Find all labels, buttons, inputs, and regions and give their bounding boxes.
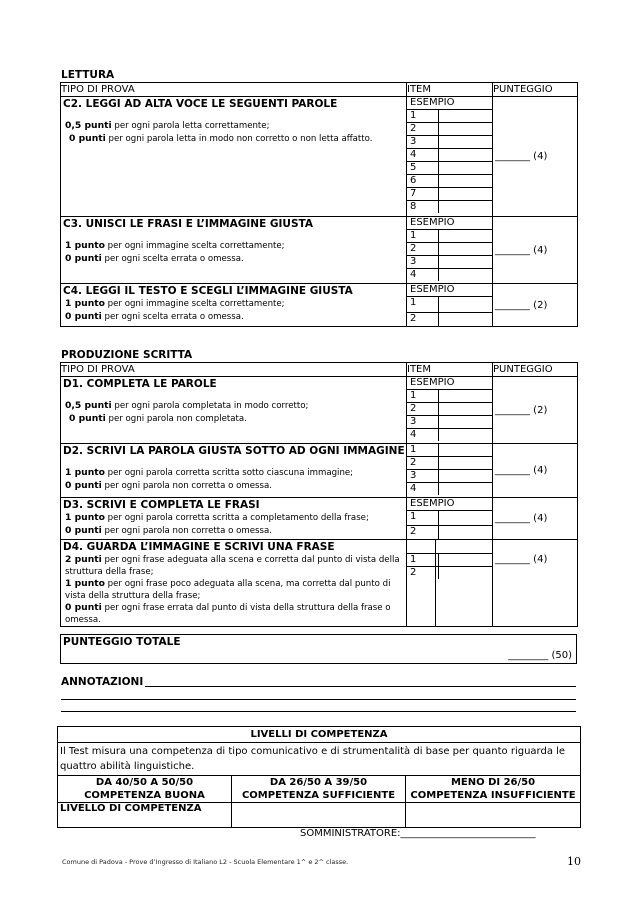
criterion: 2 punti per ogni frase adeguata alla scena e corretta dal punto di vista della struttura della frase; [65, 554, 400, 577]
task-title: C2. LEGGI AD ALTA VOCE LE SEGUENTI PAROLE [63, 98, 338, 110]
task-title: D3. SCRIVI E COMPLETA LE FRASI [63, 499, 260, 511]
criterion: 0,5 punti per ogni parola letta correttamente; [65, 120, 270, 131]
list-item: 1 [407, 297, 439, 313]
list-item: 6 [407, 175, 439, 188]
list-item: ESEMPIO [407, 284, 492, 297]
item-list [407, 444, 493, 498]
answer-box[interactable] [439, 269, 493, 282]
item-list [407, 540, 493, 627]
task-title: D4. GUARDA L’IMMAGINE E SCRIVI UNA FRASE [63, 541, 335, 553]
list-item: 3 [407, 256, 439, 269]
answer-box[interactable] [439, 511, 493, 526]
list-item: 1 [407, 390, 439, 403]
list-item: 7 [407, 188, 439, 201]
list-item: 3 [407, 136, 439, 149]
answer-box[interactable] [439, 416, 493, 429]
list-item: ESEMPIO [407, 217, 492, 230]
livello-box[interactable] [406, 803, 581, 828]
answer-box[interactable] [439, 429, 493, 442]
annotation-line[interactable] [61, 699, 576, 700]
totale-label: PUNTEGGIO TOTALE [63, 636, 181, 648]
answer-box[interactable] [439, 457, 493, 470]
list-item: 4 [410, 429, 417, 440]
livello-row-label: LIVELLO DI COMPETENZA [58, 803, 232, 828]
list-item: 4 [410, 269, 417, 280]
list-item: 2 [410, 567, 417, 578]
livelli-title: LIVELLI DI COMPETENZA [58, 727, 581, 743]
item-list [407, 284, 493, 327]
item-list [407, 377, 493, 444]
header-item: ITEM [407, 363, 493, 377]
totale-table [60, 634, 577, 664]
score-c3: _______ (4) [493, 217, 578, 284]
item-list [407, 498, 493, 540]
produzione-table [60, 362, 578, 627]
answer-box[interactable] [439, 110, 493, 123]
somministratore-field[interactable]: SOMMINISTRATORE:___________________________ [300, 828, 536, 839]
header-item: ITEM [407, 83, 493, 97]
answer-box[interactable] [439, 243, 493, 256]
header-tipo: TIPO DI PROVA [61, 363, 407, 377]
livelli-table [57, 726, 581, 828]
answer-box[interactable] [439, 136, 493, 149]
list-item: 4 [407, 149, 439, 162]
criterion: 0 punti per ogni parola non corretta o omessa. [65, 524, 272, 536]
answer-box[interactable] [439, 526, 493, 540]
criterion: 1 punto per ogni immagine scelta correttamente; [65, 240, 285, 251]
list-item: 8 [410, 201, 417, 212]
annotation-line[interactable] [61, 711, 576, 712]
section-title-produzione: PRODUZIONE SCRITTA [61, 349, 193, 361]
criterion: 0,5 punti per ogni parola completata in modo corretto; [65, 400, 309, 411]
answer-box[interactable] [439, 230, 493, 243]
lettura-table [60, 82, 578, 327]
list-item: 2 [407, 123, 439, 136]
list-item: 1 [407, 110, 439, 123]
list-item: 2 [407, 243, 439, 256]
answer-box[interactable] [439, 123, 493, 136]
criterion: 1 punto per ogni parola corretta scritta sotto ciascuna immagine; [65, 467, 354, 478]
totale-score: ________ (50) [508, 650, 572, 661]
answer-box[interactable] [439, 403, 493, 416]
header-punteggio: PUNTEGGIO [493, 83, 578, 97]
answer-box[interactable] [439, 256, 493, 269]
task-c2 [61, 97, 407, 217]
list-item: ESEMPIO [407, 97, 492, 110]
task-d3 [61, 498, 407, 540]
section-title-lettura: LETTURA [61, 69, 115, 81]
answer-box[interactable] [439, 188, 493, 201]
answer-box[interactable] [439, 470, 493, 483]
answer-box[interactable] [439, 201, 493, 214]
totale-cell [61, 635, 577, 664]
livello-box[interactable] [232, 803, 406, 828]
criterion: 0 punti per ogni frase errata dal punto di vista della struttura della frase o omessa. [65, 602, 391, 625]
list-item: 2 [407, 403, 439, 416]
answer-box[interactable] [439, 444, 493, 457]
list-item: 1 [407, 554, 439, 567]
answer-box[interactable] [439, 313, 493, 327]
task-c3 [61, 217, 407, 284]
list-item: 2 [410, 526, 417, 537]
list-item: 1 [407, 230, 439, 243]
task-c4 [61, 284, 407, 327]
annotazioni-label: ANNOTAZIONI [61, 676, 144, 688]
criterion: 0 punti per ogni scelta errata o omessa. [65, 310, 244, 322]
list-item: 5 [407, 162, 439, 175]
list-item: 4 [410, 483, 417, 494]
livello-sufficiente: DA 26/50 A 39/50 COMPETENZA SUFFICIENTE [232, 776, 406, 803]
answer-box[interactable] [439, 162, 493, 175]
answer-box[interactable] [439, 175, 493, 188]
task-title: D2. SCRIVI LA PAROLA GIUSTA SOTTO AD OGNI IMMAGINE [63, 445, 405, 457]
criterion: 1 punto per ogni immagine scelta correttamente; [65, 298, 285, 309]
answer-box[interactable] [439, 567, 493, 580]
header-tipo: TIPO DI PROVA [61, 83, 407, 97]
criterion: 1 punto per ogni parola corretta scritta a completamento della frase; [65, 512, 369, 523]
list-item: 1 [407, 444, 439, 457]
answer-box[interactable] [439, 554, 493, 567]
item-list [407, 217, 493, 284]
list-item: 2 [407, 457, 439, 470]
livelli-description: Il Test misura una competenza di tipo comunicativo e di strumentalità di base per quanto riguarda le quattro abilità linguistiche. [58, 743, 581, 776]
header-punteggio: PUNTEGGIO [493, 363, 578, 377]
livello-buono: DA 40/50 A 50/50 COMPETENZA BUONA [58, 776, 232, 803]
task-title: C3. UNISCI LE FRASI E L’IMMAGINE GIUSTA [63, 218, 313, 230]
score-d3: _______ (4) [493, 498, 578, 540]
criterion: 0 punti per ogni parola non completata. [69, 412, 247, 424]
item-list [407, 97, 493, 217]
page-number: 10 [567, 855, 581, 868]
criterion: 1 punto per ogni frase poco adeguata alla scena, ma corretta dal punto di vista della struttura della frase; [65, 578, 391, 601]
score-d4: _______ (4) [493, 540, 578, 627]
score-c2: _______ (4) [493, 97, 578, 217]
list-item: ESEMPIO [407, 377, 492, 390]
score-d1: _______ (2) [493, 377, 578, 444]
criterion: 0 punti per ogni parola non corretta o omessa. [65, 479, 272, 491]
answer-box[interactable] [439, 297, 493, 313]
list-item: 2 [410, 313, 417, 324]
task-d4 [61, 540, 407, 627]
list-item: 1 [407, 511, 439, 526]
livello-insufficiente: MENO DI 26/50 COMPETENZA INSUFFICIENTE [406, 776, 581, 803]
answer-box[interactable] [439, 390, 493, 403]
list-item: 3 [407, 416, 439, 429]
annotation-line[interactable] [145, 686, 576, 687]
list-item: ESEMPIO [407, 498, 492, 511]
score-c4: _______ (2) [493, 284, 578, 327]
task-title: C4. LEGGI IL TESTO E SCEGLI L’IMMAGINE GIUSTA [63, 285, 353, 297]
criterion: 0 punti per ogni scelta errata o omessa. [65, 252, 244, 264]
criterion: 0 punti per ogni parola letta in modo non corretto o non letta affatto. [69, 132, 373, 144]
task-title: D1. COMPLETA LE PAROLE [63, 378, 217, 390]
score-d2: _______ (4) [493, 444, 578, 498]
list-item: 3 [407, 470, 439, 483]
answer-box[interactable] [439, 149, 493, 162]
task-d2 [61, 444, 407, 498]
footer-text: Comune di Padova - Prove d’Ingresso di Italiano L2 - Scuola Elementare 1^ e 2^ classe. [62, 858, 349, 866]
answer-box[interactable] [439, 483, 493, 496]
task-d1 [61, 377, 407, 444]
